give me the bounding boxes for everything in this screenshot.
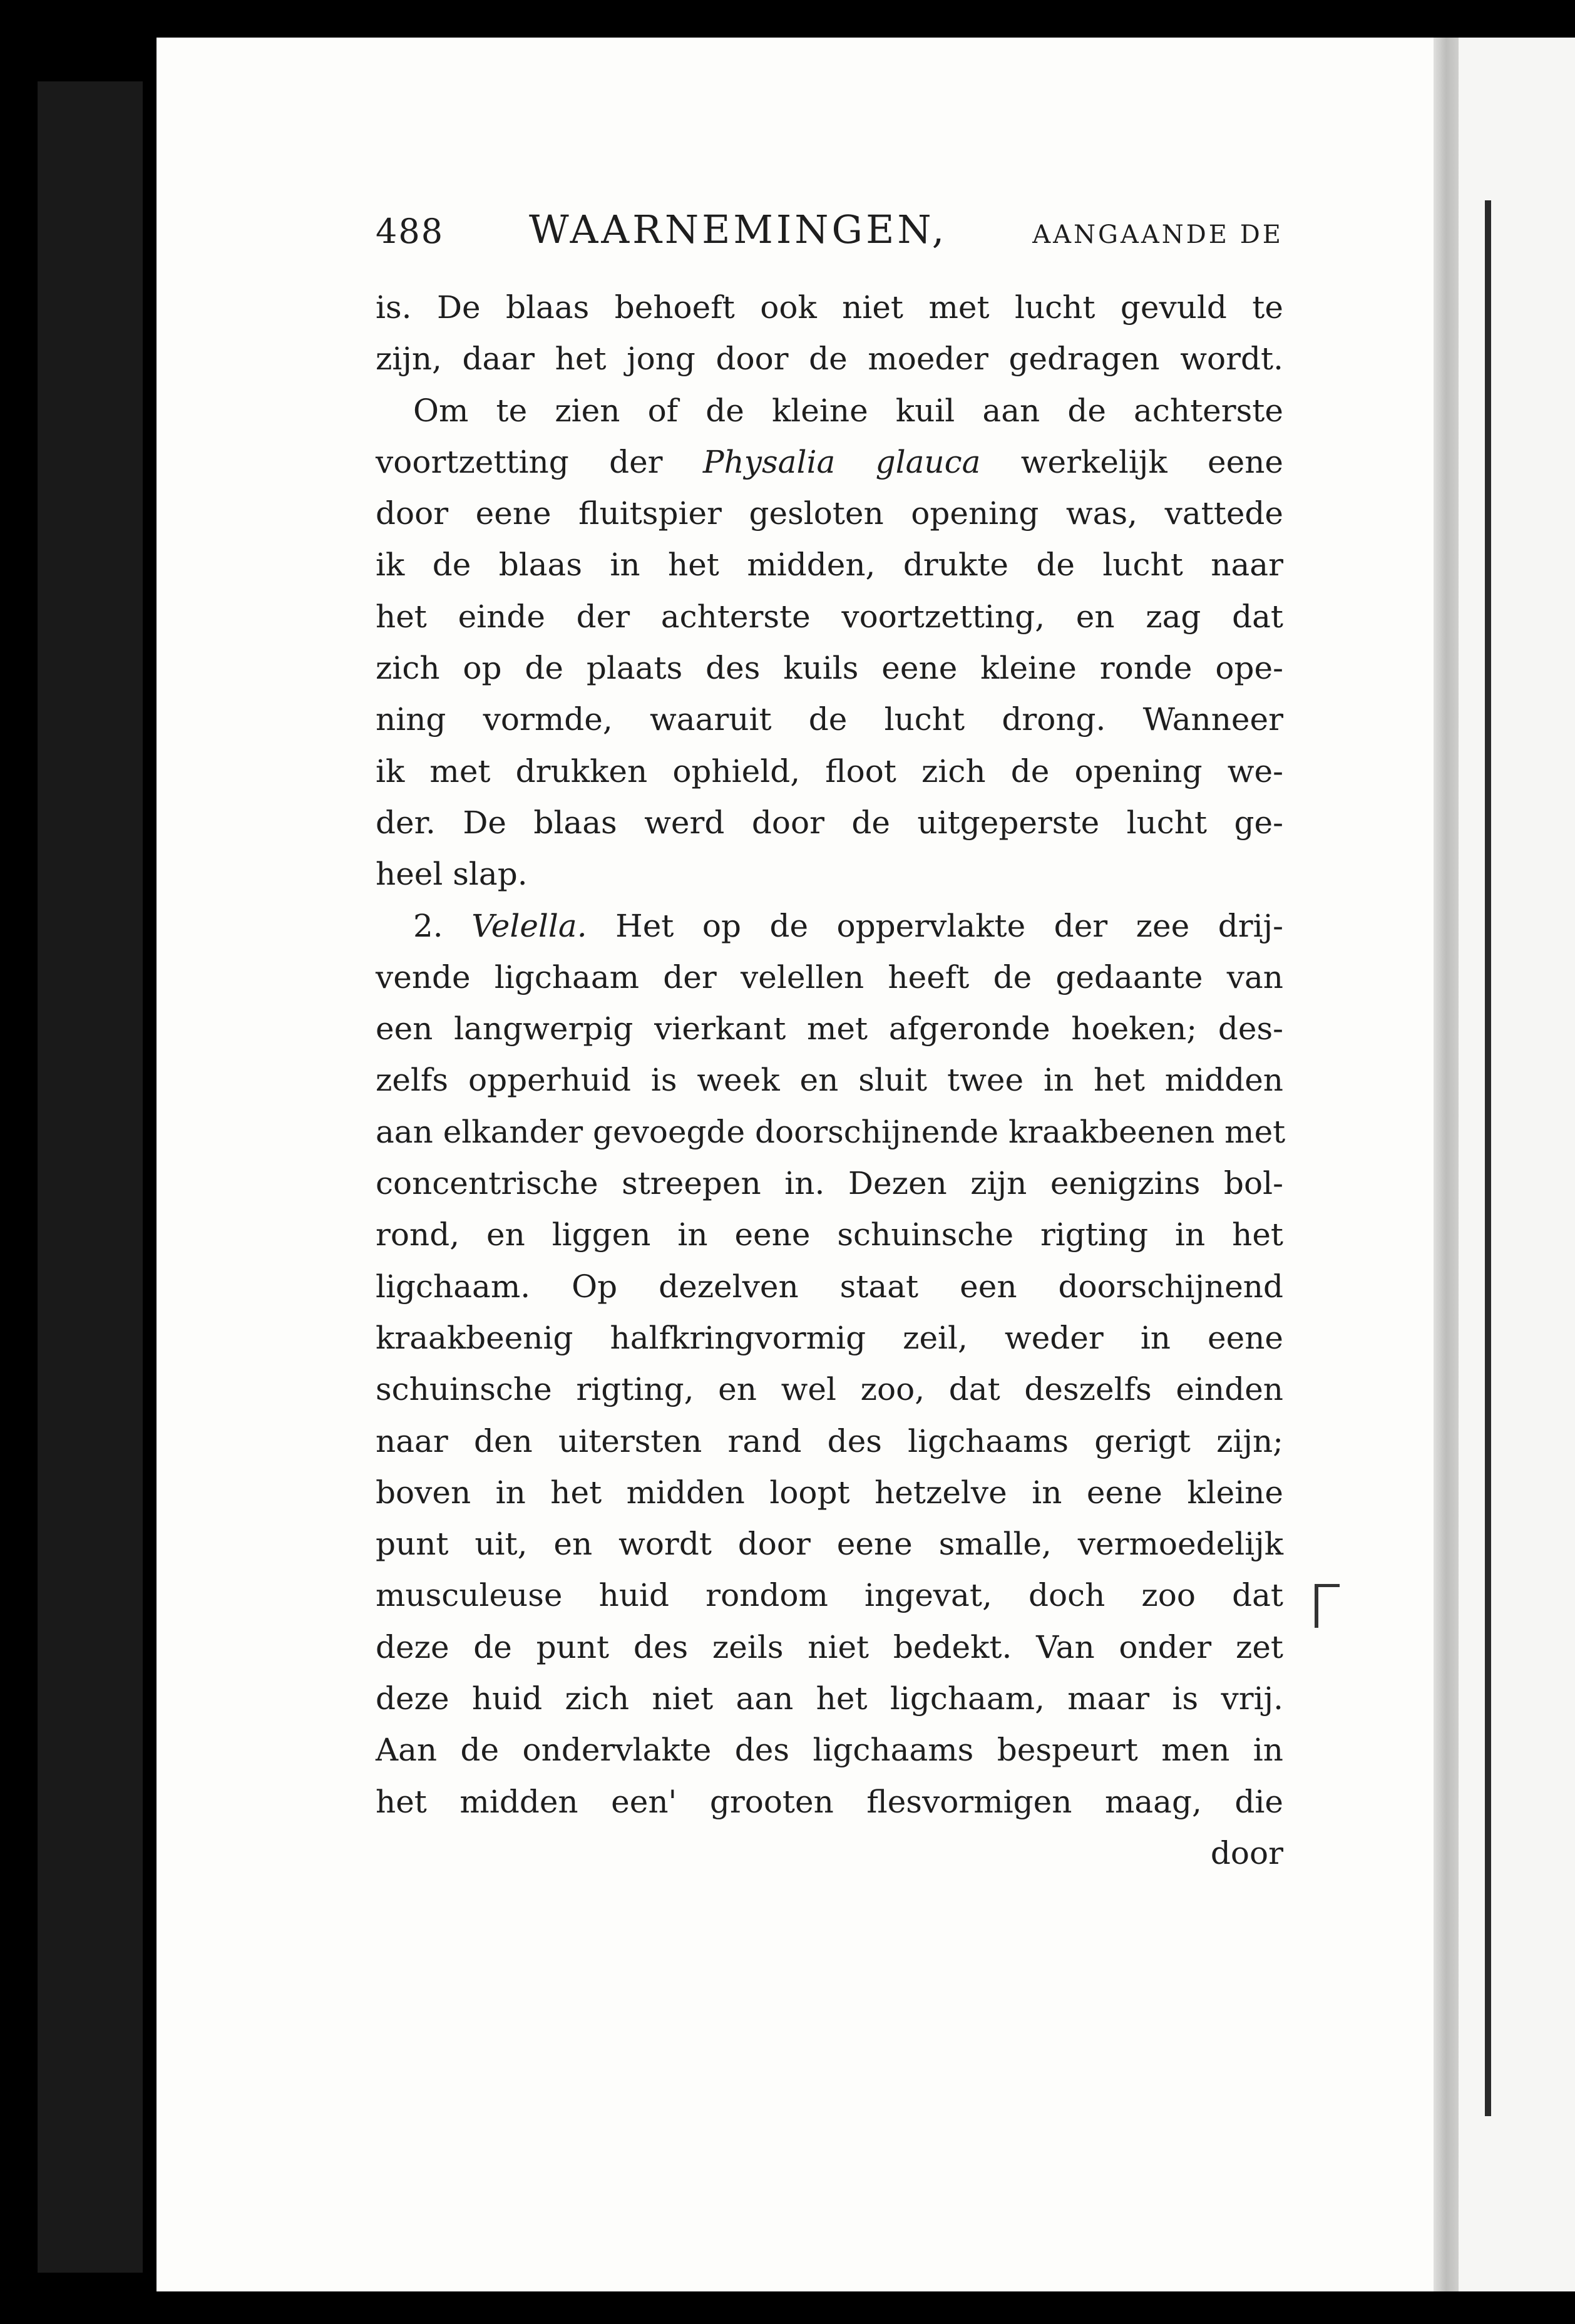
text-line-4-end: werkelijk eene bbox=[1020, 443, 1283, 480]
text-line-13 bbox=[376, 900, 1283, 952]
margin-mark bbox=[1315, 1584, 1318, 1628]
text-line-26: musculeuse huid rondom ingevat, doch zoo dat bbox=[376, 1577, 1283, 1614]
running-head-subtitle: AANGAANDE DE bbox=[1032, 220, 1283, 249]
text-line-16: zelfs opperhuid is week en sluit twee in het midden bbox=[376, 1062, 1283, 1099]
section-title-velella: Velella. bbox=[471, 907, 587, 944]
text-block bbox=[376, 207, 1286, 1879]
text-line-22: schuinsche rigting, en wel zoo, dat deszelfs einden bbox=[376, 1371, 1283, 1408]
text-line-13-rest: Het op de oppervlakte der zee drij- bbox=[615, 907, 1283, 944]
text-line-11: der. De blaas werd door de uitgeperste lucht ge- bbox=[376, 804, 1283, 841]
text-line-15: een langwerpig vierkant met afgeronde hoeken; des- bbox=[376, 1010, 1283, 1047]
running-head bbox=[376, 207, 1283, 282]
text-line-4-start: voortzetting der bbox=[376, 443, 663, 480]
text-line-17: aan elkander gevoegde doorschijnende kraakbeenen met bbox=[376, 1113, 1286, 1150]
text-line-7: het einde der achterste voortzetting, en zag dat bbox=[376, 598, 1283, 635]
text-line-21: kraakbeenig halfkringvormig zeil, weder in eene bbox=[376, 1319, 1283, 1356]
facing-page bbox=[1459, 38, 1575, 2291]
text-line-8: zich op de plaats des kuils eene kleine ronde ope- bbox=[376, 650, 1283, 687]
text-line-28: deze huid zich niet aan het ligchaam, maar is vrij. bbox=[376, 1680, 1283, 1717]
text-line-10: ik met drukken ophield, floot zich de opening we- bbox=[376, 753, 1283, 789]
text-line-5: door eene fluitspier gesloten opening was, vattede bbox=[376, 495, 1283, 532]
text-line-4 bbox=[376, 436, 1283, 488]
text-line-9: ning vormde, waaruit de lucht drong. Wanneer bbox=[376, 701, 1283, 738]
text-line-24: boven in het midden loopt hetzelve in eene kleine bbox=[376, 1474, 1283, 1511]
text-line-2: zijn, daar het jong door de moeder gedragen wordt. bbox=[376, 341, 1283, 378]
text-line-6: ik de blaas in het midden, drukte de lucht naar bbox=[376, 547, 1283, 584]
text-line-19: rond, en liggen in eene schuinsche rigting in het bbox=[376, 1216, 1283, 1253]
catchword: door bbox=[1210, 1834, 1283, 1871]
text-line-1: is. De blaas behoeft ook niet met lucht gevuld te bbox=[376, 289, 1283, 326]
section-number: 2. bbox=[413, 907, 443, 944]
text-line-27: deze de punt des zeils niet bedekt. Van onder zet bbox=[376, 1628, 1283, 1665]
text-line-20: ligchaam. Op dezelven staat een doorschijnend bbox=[376, 1268, 1283, 1305]
text-line-18: concentrische streepen in. Dezen zijn eenigzins bol- bbox=[376, 1165, 1283, 1202]
text-line-14: vende ligchaam der velellen heeft de gedaante van bbox=[376, 959, 1283, 995]
margin-mark-tick bbox=[1315, 1584, 1340, 1587]
spine-edge bbox=[143, 38, 156, 2291]
text-line-3: Om te zien of de kleine kuil aan de achterste bbox=[413, 392, 1283, 429]
facing-page-edge bbox=[1485, 200, 1491, 2116]
text-line-12: heel slap. bbox=[376, 856, 528, 893]
italic-glauca: glauca bbox=[875, 443, 981, 480]
page-number: 488 bbox=[376, 212, 444, 251]
italic-physalia: Physalia bbox=[702, 443, 836, 480]
text-line-23: naar den uitersten rand des ligchaams gerigt zijn; bbox=[376, 1422, 1283, 1459]
running-head-title: WAARNEMINGEN, bbox=[528, 207, 948, 252]
text-line-29: Aan de ondervlakte des ligchaams bespeurt men in bbox=[376, 1732, 1283, 1769]
text-line-25: punt uit, en wordt door eene smalle, vermoedelijk bbox=[376, 1526, 1283, 1563]
text-line-30: het midden een' grooten flesvormigen maag, die bbox=[376, 1783, 1283, 1820]
